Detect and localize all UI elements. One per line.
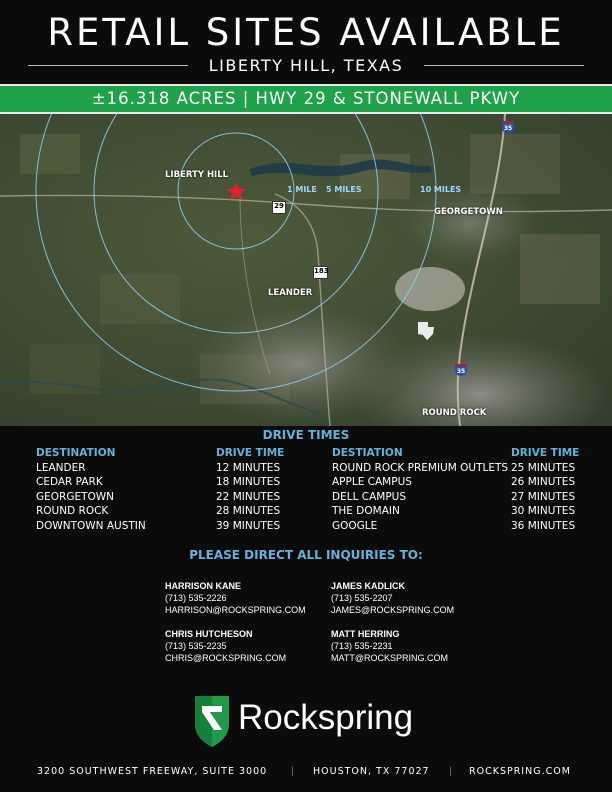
ring-label-10-miles: 10 MILES [420,185,462,194]
destination-item: GEORGETOWN [36,490,115,503]
contact-email[interactable]: HARRISON@ROCKSPRING.COM [165,605,306,615]
contact-email[interactable]: CHRIS@ROCKSPRING.COM [165,653,287,663]
drive-time-value: 12 MINUTES [216,461,281,474]
drive-time-value: 25 MINUTES [511,461,576,474]
footer-separator: | [291,766,296,777]
footer-website-link[interactable]: ROCKSPRING.COM [469,766,571,777]
destination-item: APPLE CAMPUS [332,476,412,488]
contact-email[interactable]: MATT@ROCKSPRING.COM [331,653,448,663]
drive-time-value: 30 MINUTES [511,505,576,517]
map-label-round-rock: ROUND ROCK [422,408,487,418]
inquiries-title: PLEASE DIRECT ALL INQUIRIES TO: [189,548,423,562]
contact-phone[interactable]: (713) 535-2226 [165,593,227,603]
left-destination-column [36,446,146,533]
destination-item: GOOGLE [332,519,378,532]
right-destination-column [332,446,508,533]
contact-phone[interactable]: (713) 535-2235 [165,641,227,651]
destination-item: ROUND ROCK PREMIUM OUTLETS [332,461,509,474]
destination-header: DESTINATION [36,447,116,459]
map-label-leander: LEANDER [268,288,313,298]
drive-time-header: DRIVE TIME [511,447,580,459]
drive-time-value: 26 MINUTES [511,476,576,488]
destination-header: DESTIATION [332,447,403,459]
page-title: RETAIL SITES AVAILABLE [47,11,565,54]
drive-times-title: DRIVE TIMES [262,428,350,442]
ring-label-5-miles: 5 MILES [326,185,362,194]
rockspring-logo [192,694,422,746]
shield-logo-icon [192,694,232,748]
map-label-georgetown: GEORGETOWN [434,207,503,217]
left-drive-time-column [216,446,284,533]
contact-card [165,580,306,616]
drive-time-value: 22 MINUTES [216,490,281,503]
location-subtitle: LIBERTY HILL, TEXAS [208,56,404,75]
map-imagery [0,114,612,426]
hwy-183-shield-icon: 183 [313,266,328,279]
footer-address: 3200 SOUTHWEST FREEWAY, SUITE 3000 [37,766,268,777]
drive-time-value: 27 MINUTES [511,490,576,503]
contact-name: JAMES KADLICK [331,581,406,591]
destination-item: DOWNTOWN AUSTIN [36,519,146,532]
contact-card [331,628,448,664]
interstate-35-shield-icon: 35 [502,121,514,133]
destination-item: LEANDER [36,461,86,474]
contact-card [165,628,286,664]
contact-phone[interactable]: (713) 535-2231 [331,641,393,651]
right-drive-time-column [511,446,579,533]
contact-phone[interactable]: (713) 535-2207 [331,593,393,603]
interstate-35-shield-icon: 35 [455,364,467,376]
acreage-banner: ±16.318 ACRES | HWY 29 & STONEWALL PKWY [0,84,612,114]
destination-item: DELL CAMPUS [332,490,407,503]
drive-time-value: 18 MINUTES [216,476,281,488]
contact-name: HARRISON KANE [165,581,242,591]
map-label-liberty-hill: LIBERTY HILL [165,170,229,180]
footer-city: HOUSTON, TX 77027 [313,766,430,777]
contact-email[interactable]: JAMES@ROCKSPRING.COM [331,605,455,615]
contact-name: CHRIS HUTCHESON [165,629,253,639]
aerial-map [0,114,612,426]
ring-label-1-mile: 1 MILE [287,185,317,194]
destination-item: ROUND ROCK [36,505,109,517]
drive-time-value: 28 MINUTES [216,505,281,517]
footer [0,766,612,780]
footer-separator: | [449,766,454,777]
drive-time-value: 39 MINUTES [216,519,281,532]
contact-name: MATT HERRING [331,629,400,639]
destination-item: THE DOMAIN [332,505,400,517]
contact-card [331,580,454,616]
drive-time-value: 36 MINUTES [511,519,576,532]
divider-right [424,65,584,66]
subtitle-row [0,55,612,77]
destination-item: CEDAR PARK [36,476,103,488]
brand-name: Rockspring [238,698,414,737]
hwy-29-shield-icon: 29 [272,201,286,214]
drive-time-header: DRIVE TIME [216,447,285,459]
